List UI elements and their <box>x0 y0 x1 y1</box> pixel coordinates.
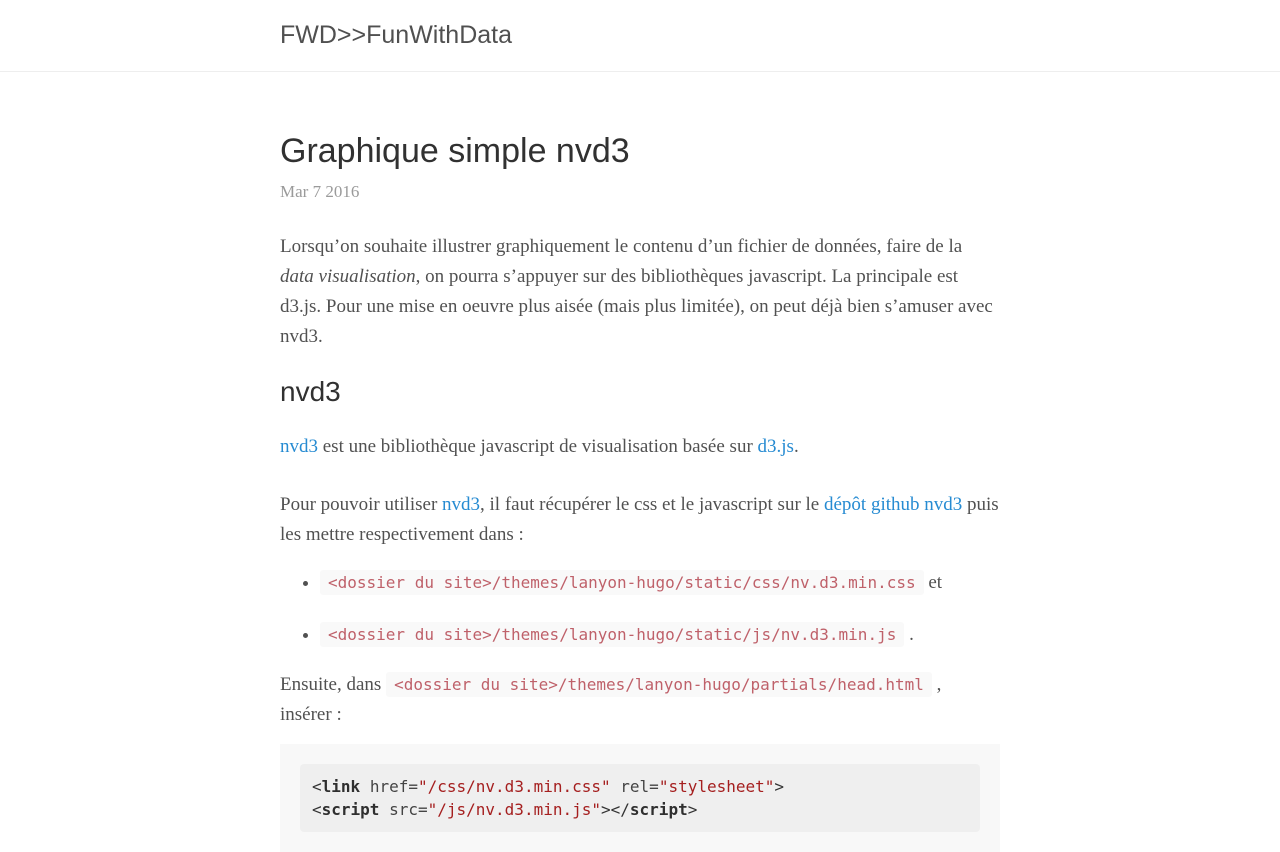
text-segment: et <box>923 572 943 593</box>
code-content <box>312 777 784 819</box>
text-segment: est une bibliothèque javascript de visualisation basée sur <box>318 436 758 457</box>
code-token: < <box>312 777 322 796</box>
link-nvd3-2[interactable]: nvd3 <box>442 494 481 515</box>
text-segment: , <box>931 674 942 695</box>
code-token: script <box>629 800 688 819</box>
code-token: "stylesheet" <box>658 777 775 796</box>
code-token <box>379 800 389 819</box>
text-segment: insérer : <box>280 704 342 725</box>
code-token: > <box>601 800 611 819</box>
inline-code-css-path: <dossier du site>/themes/lanyon-hugo/static/css/nv.d3.min.css <box>320 570 924 595</box>
text-segment: puis les mettre respectivement dans : <box>280 494 999 545</box>
post-content <box>280 132 1000 852</box>
paragraph-intro <box>280 232 1000 352</box>
masthead <box>0 0 1280 72</box>
code-token: > <box>774 777 785 796</box>
site-title[interactable]: FWD>>FunWithData <box>280 21 513 49</box>
code-token <box>360 777 370 796</box>
text-segment: Lorsqu’on souhaite illustrer graphiquement le contenu d’un fichier de données, faire de la <box>280 236 963 257</box>
code-block <box>280 744 1000 852</box>
code-token <box>611 777 621 796</box>
code-token: href= <box>369 777 418 796</box>
italic-text: data visualisation <box>280 266 416 287</box>
text-segment: , il faut récupérer le css et le javascript sur le <box>480 494 824 515</box>
code-token: src= <box>389 800 428 819</box>
post-title: Graphique simple nvd3 <box>280 132 630 170</box>
paragraph-usage <box>280 490 1000 550</box>
post-date: Mar 7 2016 <box>280 182 360 201</box>
link-github-nvd3[interactable]: dépôt github nvd3 <box>824 494 963 515</box>
list-item-js <box>320 620 1000 650</box>
code-token: < <box>312 800 322 819</box>
link-nvd3[interactable]: nvd3 <box>280 436 318 457</box>
file-list <box>280 568 1000 650</box>
text-segment: , on pourra s’appuyer sur des bibliothèques javascript. La principale est d3.js. Pour une mise en oeuvre plus aisée (mais plus limitée), on peut déjà bien s’amuser avec nvd3. <box>280 266 993 347</box>
text-segment: . <box>793 436 799 457</box>
list-item-css <box>320 568 1000 598</box>
paragraph-nvd3 <box>280 432 1000 462</box>
inline-code-js-path: <dossier du site>/themes/lanyon-hugo/static/js/nv.d3.min.js <box>320 622 904 647</box>
code-token: script <box>321 800 380 819</box>
code-token: link <box>321 777 361 796</box>
inline-code-head-path: <dossier du site>/themes/lanyon-hugo/partials/head.html <box>386 672 932 697</box>
text-segment: Ensuite, dans <box>280 674 387 695</box>
text-segment: . <box>904 624 914 645</box>
code-token: "/css/nv.d3.min.css" <box>417 777 611 796</box>
link-d3js[interactable]: d3.js <box>757 436 794 457</box>
code-token: </ <box>610 800 630 819</box>
section-heading-nvd3: nvd3 <box>280 376 341 407</box>
code-token: rel= <box>620 777 659 796</box>
text-segment: Pour pouvoir utiliser <box>280 494 443 515</box>
paragraph-ensuite <box>280 670 1000 730</box>
code-token: > <box>687 800 698 819</box>
code-token: "/js/nv.d3.min.js" <box>427 800 601 819</box>
code-pre <box>300 764 980 832</box>
